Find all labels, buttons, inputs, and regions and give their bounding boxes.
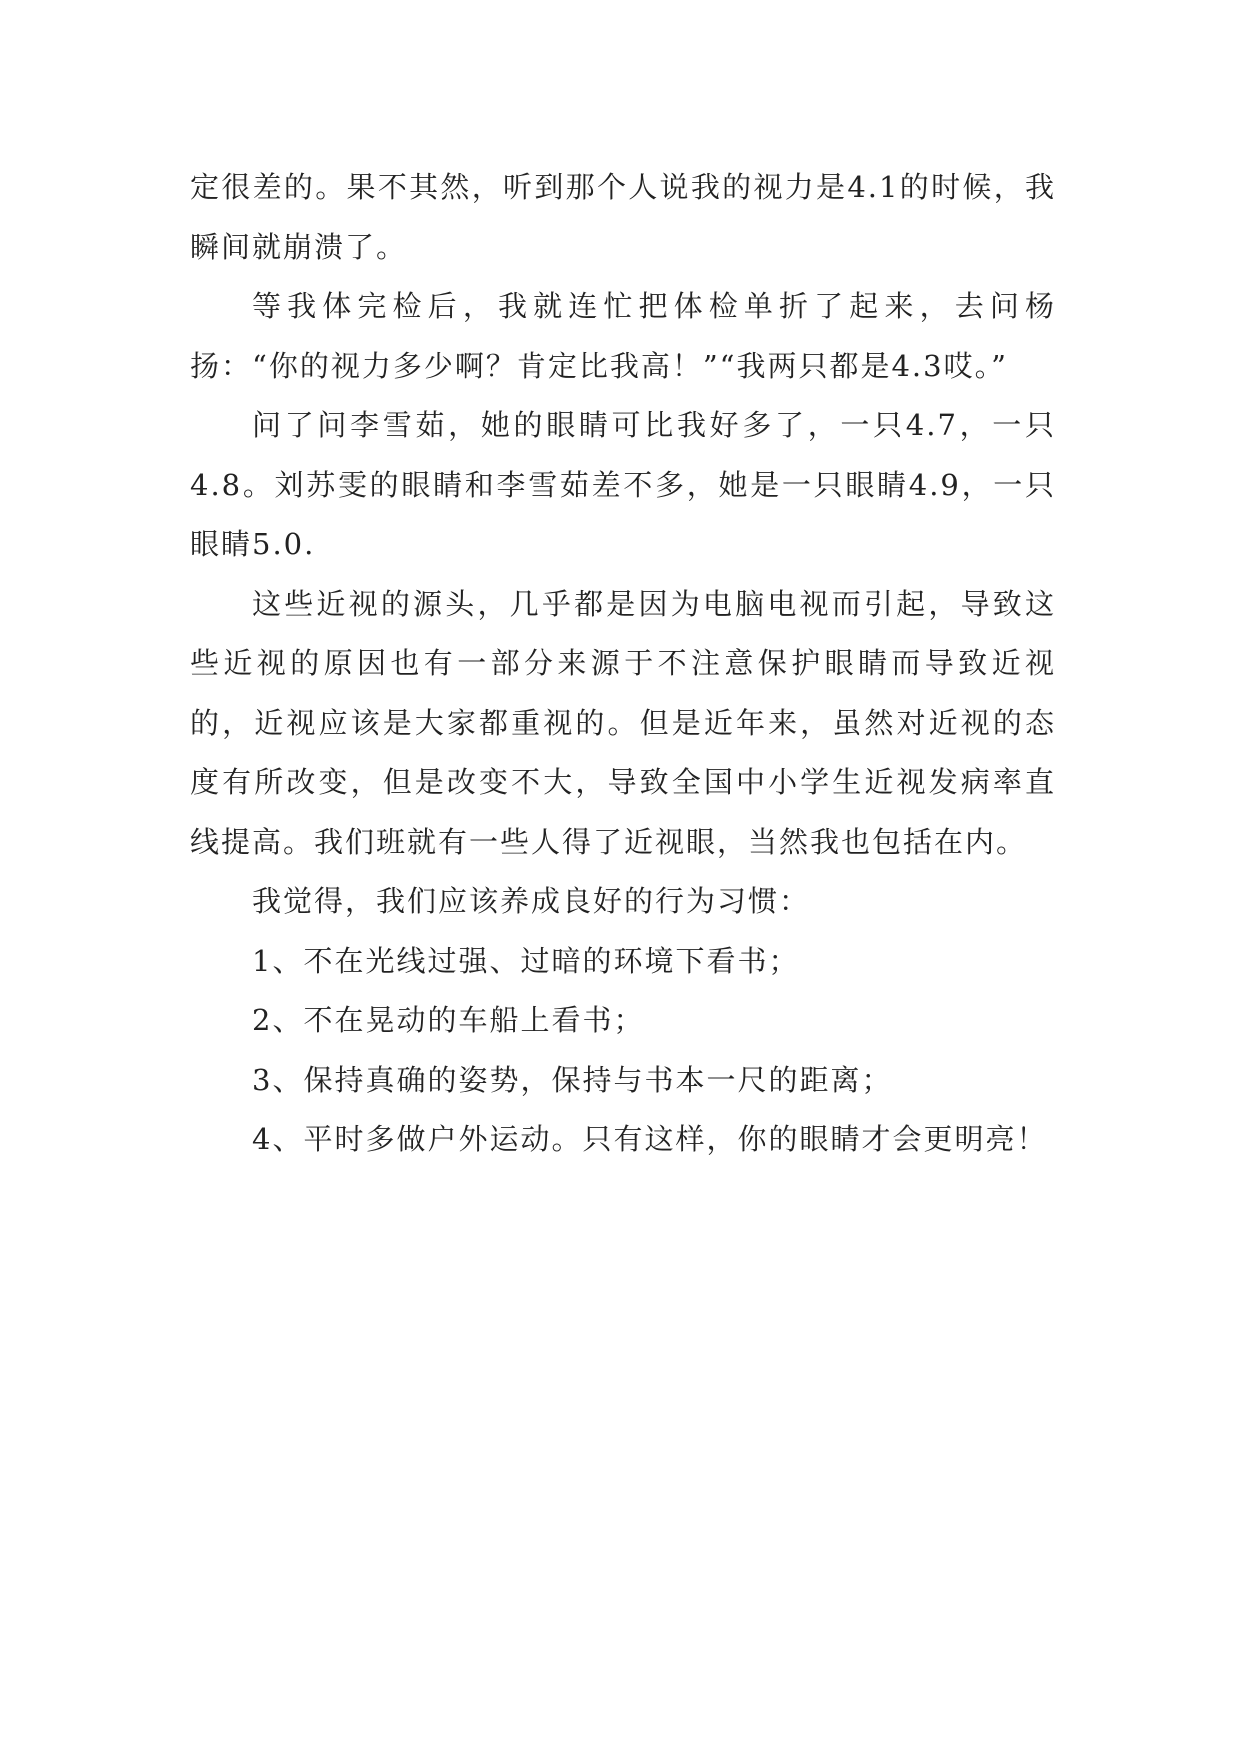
paragraph-continuation: 定很差的。果不其然，听到那个人说我的视力是4.1的时候，我瞬间就崩溃了。 (190, 170, 1056, 264)
paragraph-asking-yangyang: 等我体完检后，我就连忙把体检单折了起来，去问杨扬：“你的视力多少啊？肯定比我高！”“我两只都是4.3哎。” (190, 289, 1056, 383)
paragraph-myopia-causes: 这些近视的源头，几乎都是因为电脑电视而引起，导致这些近视的原因也有一部分来源于不注意保护眼睛而导致近视的，近视应该是大家都重视的。但是近年来，虽然对近视的态度有所改变，但是改变不大，导致全国中小学生近视发病率直线提高。我们班就有一些人得了近视眼，当然我也包括在内。 (190, 586, 1056, 859)
list-item-habit-2: 2、不在晃动的车船上看书； (252, 1003, 645, 1037)
list-item-habit-4: 4、平时多做户外运动。只有这样，你的眼睛才会更明亮！ (252, 1122, 1048, 1156)
paragraph-classmates-vision: 问了问李雪茹，她的眼睛可比我好多了，一只4.7，一只4.8。刘苏雯的眼睛和李雪茹差不多，她是一只眼睛4.9，一只眼睛5.0. (190, 408, 1056, 561)
list-item-habit-1: 1、不在光线过强、过暗的环境下看书； (252, 943, 800, 978)
document-body (190, 158, 1056, 1170)
paragraph-habits-intro: 我觉得，我们应该养成良好的行为习惯： (252, 884, 811, 918)
list-item-habit-3: 3、保持真确的姿势，保持与书本一尺的距离； (252, 1062, 893, 1097)
